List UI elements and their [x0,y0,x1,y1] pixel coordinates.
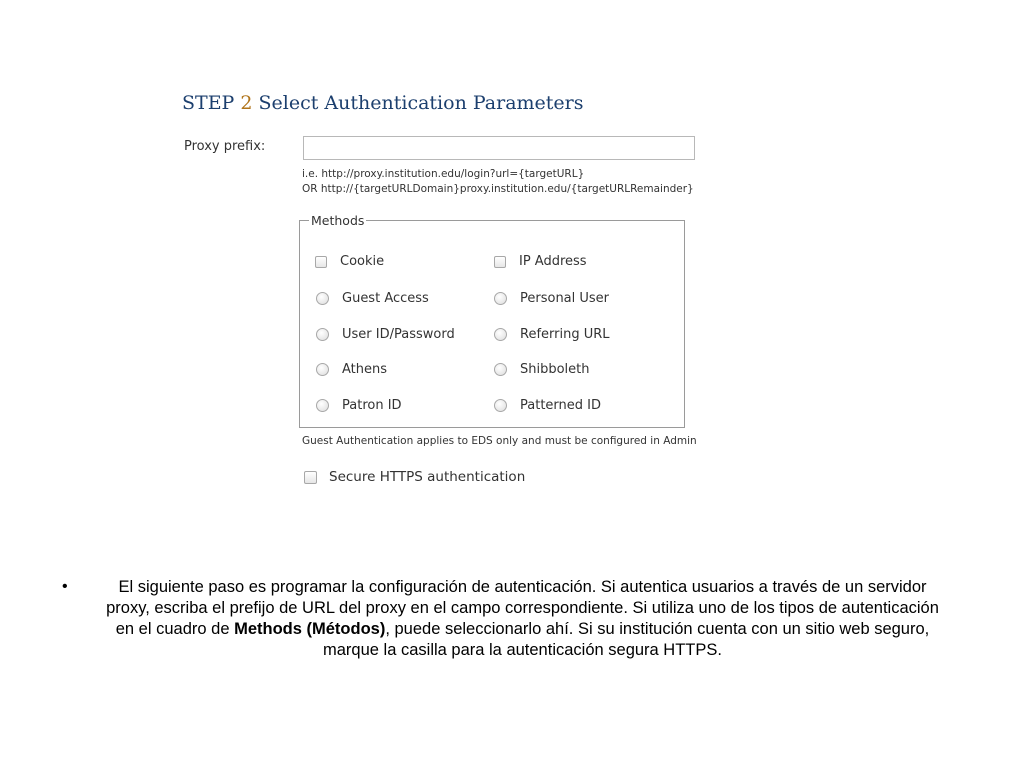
page-title [182,92,584,114]
explanation-part-2: , puede seleccionarlo ahí. Si su institución cuenta con un sitio web seguro, marque la casilla para la autenticación segura HTTPS. [323,620,930,659]
secure-https-label: Secure HTTPS authentication [329,469,526,485]
method-guest-access[interactable] [316,291,429,306]
explanation-text [95,577,950,661]
proxy-prefix-label: Proxy prefix: [184,139,266,154]
patterned-id-radio[interactable] [494,399,507,412]
method-label: Shibboleth [520,362,590,377]
athens-radio[interactable] [316,363,329,376]
patron-id-radio[interactable] [316,399,329,412]
ip-address-checkbox[interactable] [494,256,506,268]
method-label: Personal User [520,291,610,306]
method-cookie[interactable] [315,254,384,269]
step-label: STEP [182,92,235,114]
method-label: Cookie [340,254,385,269]
step-number: 2 [240,92,253,114]
user-id-password-radio[interactable] [316,328,329,341]
method-label: Referring URL [520,327,610,342]
proxy-hint-line-2: OR http://{targetURLDomain}proxy.institution.edu/{targetURLRemainder} [302,183,694,195]
method-label: Patron ID [342,398,402,413]
method-label: Guest Access [342,291,429,306]
methods-legend: Methods [311,213,365,228]
proxy-hint-line-1: i.e. http://proxy.institution.edu/login?url={targetURL} [302,168,585,180]
secure-https-option[interactable] [304,469,525,485]
method-patron-id[interactable] [316,398,402,413]
secure-https-checkbox[interactable] [304,471,317,484]
method-label: User ID/Password [342,327,455,342]
method-referring-url[interactable] [494,327,610,342]
guest-authentication-note: Guest Authentication applies to EDS only and must be configured in Admin [302,435,697,447]
method-label: Patterned ID [520,398,601,413]
cookie-checkbox[interactable] [315,256,327,268]
method-shibboleth[interactable] [494,362,590,377]
method-ip-address[interactable] [494,254,587,269]
bullet-marker: • [62,578,68,595]
personal-user-radio[interactable] [494,292,507,305]
explanation-bold: Methods (Métodos) [234,620,386,638]
method-label: IP Address [519,254,587,269]
method-athens[interactable] [316,362,387,377]
proxy-prefix-input[interactable] [303,136,695,160]
method-personal-user[interactable] [494,291,609,306]
step-title-text: Select Authentication Parameters [258,92,584,114]
method-patterned-id[interactable] [494,398,601,413]
guest-access-radio[interactable] [316,292,329,305]
shibboleth-radio[interactable] [494,363,507,376]
method-label: Athens [342,362,388,377]
referring-url-radio[interactable] [494,328,507,341]
methods-group [299,213,685,428]
method-user-id-password[interactable] [316,327,455,342]
explanation-part-1: El siguiente paso es programar la configuración de autenticación. Si autentica usuarios a través de un servidor proxy, escriba el prefijo de URL del proxy en el campo correspondiente. Si utiliza uno de los tipos de autenticación en el cuadro de [106,578,939,638]
